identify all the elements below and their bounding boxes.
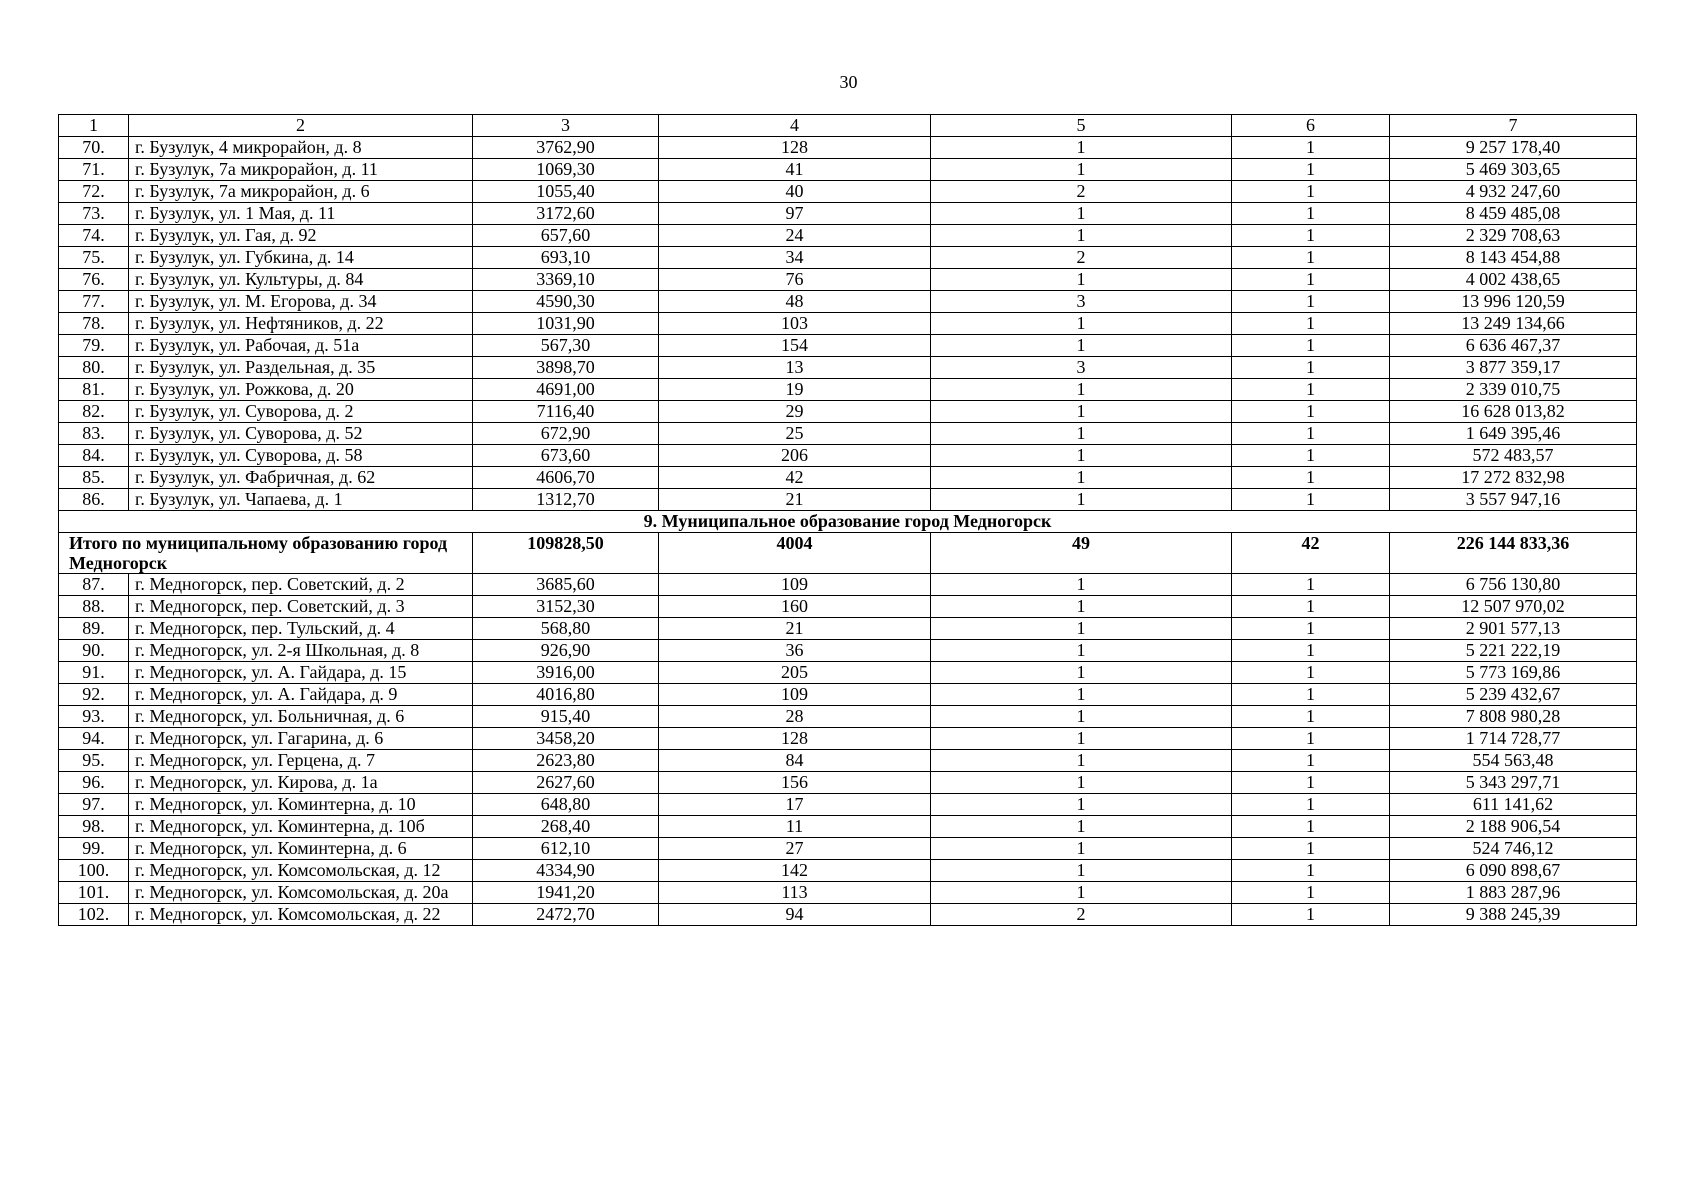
- address-cell: г. Бузулук, ул. 1 Мая, д. 11: [129, 203, 473, 225]
- col-6-cell: 1: [1232, 860, 1390, 882]
- address-cell: г. Медногорск, ул. Герцена, д. 7: [129, 750, 473, 772]
- residents-cell: 24: [659, 225, 931, 247]
- address-cell: г. Медногорск, ул. Комсомольская, д. 20а: [129, 882, 473, 904]
- row-number-cell: 101.: [59, 882, 129, 904]
- address-cell: г. Медногорск, пер. Советский, д. 2: [129, 574, 473, 596]
- table-row: [59, 860, 1637, 882]
- address-cell: г. Медногорск, пер. Советский, д. 3: [129, 596, 473, 618]
- address-cell: г. Бузулук, 7а микрорайон, д. 11: [129, 159, 473, 181]
- residents-cell: 109: [659, 684, 931, 706]
- residents-cell: 21: [659, 489, 931, 511]
- area-cell: 673,60: [473, 445, 659, 467]
- col-6-cell: 1: [1232, 640, 1390, 662]
- col-5-cell: 1: [931, 269, 1232, 291]
- address-cell: г. Медногорск, ул. Гагарина, д. 6: [129, 728, 473, 750]
- amount-cell: 8 143 454,88: [1390, 247, 1637, 269]
- address-cell: г. Бузулук, ул. М. Егорова, д. 34: [129, 291, 473, 313]
- address-cell: г. Медногорск, ул. Коминтерна, д. 10б: [129, 816, 473, 838]
- amount-cell: 554 563,48: [1390, 750, 1637, 772]
- residents-cell: 156: [659, 772, 931, 794]
- amount-cell: 6 090 898,67: [1390, 860, 1637, 882]
- total-col-6: 42: [1232, 533, 1390, 574]
- col-5-cell: 1: [931, 203, 1232, 225]
- col-6-cell: 1: [1232, 313, 1390, 335]
- buildings-table: [58, 114, 1637, 926]
- address-cell: г. Бузулук, ул. Рабочая, д. 51а: [129, 335, 473, 357]
- area-cell: 4606,70: [473, 467, 659, 489]
- table-row: [59, 489, 1637, 511]
- total-col-5: 49: [931, 533, 1232, 574]
- amount-cell: 5 773 169,86: [1390, 662, 1637, 684]
- header-cell: 6: [1232, 115, 1390, 137]
- col-6-cell: 1: [1232, 247, 1390, 269]
- col-5-cell: 1: [931, 159, 1232, 181]
- area-cell: 2627,60: [473, 772, 659, 794]
- residents-cell: 142: [659, 860, 931, 882]
- col-6-cell: 1: [1232, 467, 1390, 489]
- table-row: [59, 816, 1637, 838]
- residents-cell: 113: [659, 882, 931, 904]
- row-number-cell: 83.: [59, 423, 129, 445]
- table-row: [59, 706, 1637, 728]
- amount-cell: 4 932 247,60: [1390, 181, 1637, 203]
- address-cell: г. Медногорск, ул. Коминтерна, д. 6: [129, 838, 473, 860]
- area-cell: 3916,00: [473, 662, 659, 684]
- residents-cell: 84: [659, 750, 931, 772]
- header-cell: 1: [59, 115, 129, 137]
- area-cell: 568,80: [473, 618, 659, 640]
- residents-cell: 160: [659, 596, 931, 618]
- area-cell: 657,60: [473, 225, 659, 247]
- col-6-cell: 1: [1232, 159, 1390, 181]
- row-number-cell: 89.: [59, 618, 129, 640]
- col-6-cell: 1: [1232, 816, 1390, 838]
- amount-cell: 3 877 359,17: [1390, 357, 1637, 379]
- col-6-cell: 1: [1232, 750, 1390, 772]
- address-cell: г. Медногорск, ул. Больничная, д. 6: [129, 706, 473, 728]
- col-6-cell: 1: [1232, 225, 1390, 247]
- table-row: [59, 467, 1637, 489]
- col-6-cell: 1: [1232, 445, 1390, 467]
- table-row: [59, 574, 1637, 596]
- col-5-cell: 1: [931, 225, 1232, 247]
- col-5-cell: 1: [931, 401, 1232, 423]
- header-cell: 4: [659, 115, 931, 137]
- col-6-cell: 1: [1232, 335, 1390, 357]
- address-cell: г. Бузулук, ул. Гая, д. 92: [129, 225, 473, 247]
- total-label: Итого по муниципальному образованию город Медногорск: [59, 533, 473, 574]
- row-number-cell: 95.: [59, 750, 129, 772]
- table-row: [59, 662, 1637, 684]
- col-5-cell: 1: [931, 860, 1232, 882]
- residents-cell: 205: [659, 662, 931, 684]
- col-5-cell: 1: [931, 423, 1232, 445]
- amount-cell: 524 746,12: [1390, 838, 1637, 860]
- amount-cell: 7 808 980,28: [1390, 706, 1637, 728]
- table-row: [59, 269, 1637, 291]
- amount-cell: 17 272 832,98: [1390, 467, 1637, 489]
- section-heading-row: [59, 511, 1637, 533]
- col-6-cell: 1: [1232, 904, 1390, 926]
- col-6-cell: 1: [1232, 291, 1390, 313]
- col-6-cell: 1: [1232, 838, 1390, 860]
- col-6-cell: 1: [1232, 269, 1390, 291]
- row-number-cell: 93.: [59, 706, 129, 728]
- col-5-cell: 1: [931, 467, 1232, 489]
- amount-cell: 4 002 438,65: [1390, 269, 1637, 291]
- col-5-cell: 1: [931, 750, 1232, 772]
- row-number-cell: 70.: [59, 137, 129, 159]
- col-5-cell: 3: [931, 357, 1232, 379]
- address-cell: г. Медногорск, ул. А. Гайдара, д. 9: [129, 684, 473, 706]
- address-cell: г. Бузулук, ул. Рожкова, д. 20: [129, 379, 473, 401]
- amount-cell: 16 628 013,82: [1390, 401, 1637, 423]
- row-number-cell: 96.: [59, 772, 129, 794]
- address-cell: г. Медногорск, пер. Тульский, д. 4: [129, 618, 473, 640]
- col-6-cell: 1: [1232, 203, 1390, 225]
- table-row: [59, 159, 1637, 181]
- col-5-cell: 1: [931, 574, 1232, 596]
- col-5-cell: 1: [931, 489, 1232, 511]
- area-cell: 926,90: [473, 640, 659, 662]
- row-number-cell: 97.: [59, 794, 129, 816]
- residents-cell: 28: [659, 706, 931, 728]
- row-number-cell: 82.: [59, 401, 129, 423]
- area-cell: 2472,70: [473, 904, 659, 926]
- residents-cell: 42: [659, 467, 931, 489]
- residents-cell: 29: [659, 401, 931, 423]
- table-row: [59, 423, 1637, 445]
- col-5-cell: 1: [931, 706, 1232, 728]
- amount-cell: 13 996 120,59: [1390, 291, 1637, 313]
- area-cell: 4590,30: [473, 291, 659, 313]
- address-cell: г. Бузулук, ул. Фабричная, д. 62: [129, 467, 473, 489]
- col-6-cell: 1: [1232, 684, 1390, 706]
- area-cell: 693,10: [473, 247, 659, 269]
- row-number-cell: 94.: [59, 728, 129, 750]
- table-row: [59, 401, 1637, 423]
- col-5-cell: 1: [931, 794, 1232, 816]
- residents-cell: 19: [659, 379, 931, 401]
- amount-cell: 2 339 010,75: [1390, 379, 1637, 401]
- amount-cell: 1 883 287,96: [1390, 882, 1637, 904]
- table-row: [59, 291, 1637, 313]
- table-row: [59, 794, 1637, 816]
- table-row: [59, 445, 1637, 467]
- amount-cell: 8 459 485,08: [1390, 203, 1637, 225]
- row-number-cell: 75.: [59, 247, 129, 269]
- header-cell: 2: [129, 115, 473, 137]
- col-6-cell: 1: [1232, 618, 1390, 640]
- amount-cell: 9 257 178,40: [1390, 137, 1637, 159]
- column-number-header-row: [59, 115, 1637, 137]
- amount-cell: 1 714 728,77: [1390, 728, 1637, 750]
- col-5-cell: 1: [931, 640, 1232, 662]
- residents-cell: 48: [659, 291, 931, 313]
- address-cell: г. Бузулук, ул. Губкина, д. 14: [129, 247, 473, 269]
- amount-cell: 572 483,57: [1390, 445, 1637, 467]
- area-cell: 3172,60: [473, 203, 659, 225]
- area-cell: 3762,90: [473, 137, 659, 159]
- amount-cell: 2 329 708,63: [1390, 225, 1637, 247]
- table-row: [59, 247, 1637, 269]
- table-row: [59, 181, 1637, 203]
- total-area: 109828,50: [473, 533, 659, 574]
- address-cell: г. Бузулук, ул. Суворова, д. 52: [129, 423, 473, 445]
- table-row: [59, 203, 1637, 225]
- residents-cell: 11: [659, 816, 931, 838]
- section-title: 9. Муниципальное образование город Медногорск: [59, 511, 1637, 533]
- col-6-cell: 1: [1232, 137, 1390, 159]
- table-row: [59, 225, 1637, 247]
- row-number-cell: 87.: [59, 574, 129, 596]
- col-6-cell: 1: [1232, 357, 1390, 379]
- col-6-cell: 1: [1232, 379, 1390, 401]
- table-row: [59, 882, 1637, 904]
- address-cell: г. Бузулук, 7а микрорайон, д. 6: [129, 181, 473, 203]
- col-6-cell: 1: [1232, 794, 1390, 816]
- col-5-cell: 2: [931, 181, 1232, 203]
- header-cell: 5: [931, 115, 1232, 137]
- col-5-cell: 1: [931, 728, 1232, 750]
- row-number-cell: 84.: [59, 445, 129, 467]
- area-cell: 1312,70: [473, 489, 659, 511]
- row-number-cell: 73.: [59, 203, 129, 225]
- amount-cell: 2 188 906,54: [1390, 816, 1637, 838]
- residents-cell: 40: [659, 181, 931, 203]
- row-number-cell: 78.: [59, 313, 129, 335]
- area-cell: 1941,20: [473, 882, 659, 904]
- col-6-cell: 1: [1232, 401, 1390, 423]
- residents-cell: 13: [659, 357, 931, 379]
- area-cell: 4334,90: [473, 860, 659, 882]
- col-6-cell: 1: [1232, 574, 1390, 596]
- amount-cell: 5 221 222,19: [1390, 640, 1637, 662]
- row-number-cell: 81.: [59, 379, 129, 401]
- residents-cell: 41: [659, 159, 931, 181]
- residents-cell: 27: [659, 838, 931, 860]
- total-row: [59, 533, 1637, 574]
- area-cell: 1055,40: [473, 181, 659, 203]
- col-5-cell: 1: [931, 816, 1232, 838]
- row-number-cell: 92.: [59, 684, 129, 706]
- address-cell: г. Медногорск, ул. 2-я Школьная, д. 8: [129, 640, 473, 662]
- row-number-cell: 72.: [59, 181, 129, 203]
- col-5-cell: 1: [931, 335, 1232, 357]
- address-cell: г. Медногорск, ул. Комсомольская, д. 12: [129, 860, 473, 882]
- area-cell: 1069,30: [473, 159, 659, 181]
- table-row: [59, 618, 1637, 640]
- col-6-cell: 1: [1232, 596, 1390, 618]
- col-6-cell: 1: [1232, 728, 1390, 750]
- table-row: [59, 137, 1637, 159]
- amount-cell: 13 249 134,66: [1390, 313, 1637, 335]
- col-5-cell: 2: [931, 904, 1232, 926]
- area-cell: 7116,40: [473, 401, 659, 423]
- row-number-cell: 80.: [59, 357, 129, 379]
- table-row: [59, 838, 1637, 860]
- table-row: [59, 684, 1637, 706]
- row-number-cell: 88.: [59, 596, 129, 618]
- amount-cell: 5 343 297,71: [1390, 772, 1637, 794]
- amount-cell: 1 649 395,46: [1390, 423, 1637, 445]
- address-cell: г. Медногорск, ул. Комсомольская, д. 22: [129, 904, 473, 926]
- address-cell: г. Медногорск, ул. А. Гайдара, д. 15: [129, 662, 473, 684]
- row-number-cell: 85.: [59, 467, 129, 489]
- area-cell: 3152,30: [473, 596, 659, 618]
- residents-cell: 17: [659, 794, 931, 816]
- table-row: [59, 379, 1637, 401]
- residents-cell: 34: [659, 247, 931, 269]
- col-5-cell: 1: [931, 618, 1232, 640]
- row-number-cell: 86.: [59, 489, 129, 511]
- col-5-cell: 1: [931, 662, 1232, 684]
- row-number-cell: 71.: [59, 159, 129, 181]
- amount-cell: 12 507 970,02: [1390, 596, 1637, 618]
- table-row: [59, 640, 1637, 662]
- area-cell: 4016,80: [473, 684, 659, 706]
- residents-cell: 97: [659, 203, 931, 225]
- table-row: [59, 728, 1637, 750]
- table-row: [59, 904, 1637, 926]
- residents-cell: 206: [659, 445, 931, 467]
- table-row: [59, 357, 1637, 379]
- area-cell: 4691,00: [473, 379, 659, 401]
- row-number-cell: 79.: [59, 335, 129, 357]
- amount-cell: 5 469 303,65: [1390, 159, 1637, 181]
- col-5-cell: 1: [931, 838, 1232, 860]
- row-number-cell: 91.: [59, 662, 129, 684]
- row-number-cell: 76.: [59, 269, 129, 291]
- area-cell: 3458,20: [473, 728, 659, 750]
- row-number-cell: 98.: [59, 816, 129, 838]
- col-5-cell: 1: [931, 772, 1232, 794]
- table-row: [59, 335, 1637, 357]
- col-5-cell: 1: [931, 445, 1232, 467]
- col-6-cell: 1: [1232, 772, 1390, 794]
- col-6-cell: 1: [1232, 882, 1390, 904]
- col-6-cell: 1: [1232, 181, 1390, 203]
- header-cell: 7: [1390, 115, 1637, 137]
- address-cell: г. Бузулук, ул. Суворова, д. 58: [129, 445, 473, 467]
- residents-cell: 128: [659, 137, 931, 159]
- area-cell: 567,30: [473, 335, 659, 357]
- row-number-cell: 100.: [59, 860, 129, 882]
- address-cell: г. Бузулук, ул. Культуры, д. 84: [129, 269, 473, 291]
- total-amount: 226 144 833,36: [1390, 533, 1637, 574]
- amount-cell: 3 557 947,16: [1390, 489, 1637, 511]
- residents-cell: 25: [659, 423, 931, 445]
- col-5-cell: 1: [931, 882, 1232, 904]
- table-row: [59, 313, 1637, 335]
- amount-cell: 9 388 245,39: [1390, 904, 1637, 926]
- area-cell: 915,40: [473, 706, 659, 728]
- area-cell: 3685,60: [473, 574, 659, 596]
- amount-cell: 5 239 432,67: [1390, 684, 1637, 706]
- address-cell: г. Бузулук, ул. Раздельная, д. 35: [129, 357, 473, 379]
- row-number-cell: 90.: [59, 640, 129, 662]
- area-cell: 3369,10: [473, 269, 659, 291]
- address-cell: г. Бузулук, ул. Нефтяников, д. 22: [129, 313, 473, 335]
- header-cell: 3: [473, 115, 659, 137]
- residents-cell: 21: [659, 618, 931, 640]
- col-5-cell: 1: [931, 379, 1232, 401]
- col-5-cell: 2: [931, 247, 1232, 269]
- col-5-cell: 1: [931, 313, 1232, 335]
- table-row: [59, 596, 1637, 618]
- col-6-cell: 1: [1232, 423, 1390, 445]
- amount-cell: 6 756 130,80: [1390, 574, 1637, 596]
- col-6-cell: 1: [1232, 662, 1390, 684]
- table-row: [59, 772, 1637, 794]
- col-6-cell: 1: [1232, 706, 1390, 728]
- area-cell: 2623,80: [473, 750, 659, 772]
- residents-cell: 103: [659, 313, 931, 335]
- page-number: 30: [839, 72, 858, 92]
- col-5-cell: 1: [931, 137, 1232, 159]
- row-number-cell: 77.: [59, 291, 129, 313]
- address-cell: г. Медногорск, ул. Коминтерна, д. 10: [129, 794, 473, 816]
- address-cell: г. Бузулук, ул. Чапаева, д. 1: [129, 489, 473, 511]
- area-cell: 3898,70: [473, 357, 659, 379]
- residents-cell: 154: [659, 335, 931, 357]
- address-cell: г. Бузулук, ул. Суворова, д. 2: [129, 401, 473, 423]
- area-cell: 612,10: [473, 838, 659, 860]
- amount-cell: 2 901 577,13: [1390, 618, 1637, 640]
- col-5-cell: 1: [931, 684, 1232, 706]
- area-cell: 672,90: [473, 423, 659, 445]
- total-residents: 4004: [659, 533, 931, 574]
- col-5-cell: 1: [931, 596, 1232, 618]
- address-cell: г. Медногорск, ул. Кирова, д. 1а: [129, 772, 473, 794]
- residents-cell: 128: [659, 728, 931, 750]
- col-5-cell: 3: [931, 291, 1232, 313]
- residents-cell: 109: [659, 574, 931, 596]
- address-cell: г. Бузулук, 4 микрорайон, д. 8: [129, 137, 473, 159]
- table-row: [59, 750, 1637, 772]
- area-cell: 1031,90: [473, 313, 659, 335]
- col-6-cell: 1: [1232, 489, 1390, 511]
- amount-cell: 6 636 467,37: [1390, 335, 1637, 357]
- row-number-cell: 99.: [59, 838, 129, 860]
- row-number-cell: 74.: [59, 225, 129, 247]
- row-number-cell: 102.: [59, 904, 129, 926]
- amount-cell: 611 141,62: [1390, 794, 1637, 816]
- area-cell: 268,40: [473, 816, 659, 838]
- residents-cell: 76: [659, 269, 931, 291]
- residents-cell: 36: [659, 640, 931, 662]
- area-cell: 648,80: [473, 794, 659, 816]
- residents-cell: 94: [659, 904, 931, 926]
